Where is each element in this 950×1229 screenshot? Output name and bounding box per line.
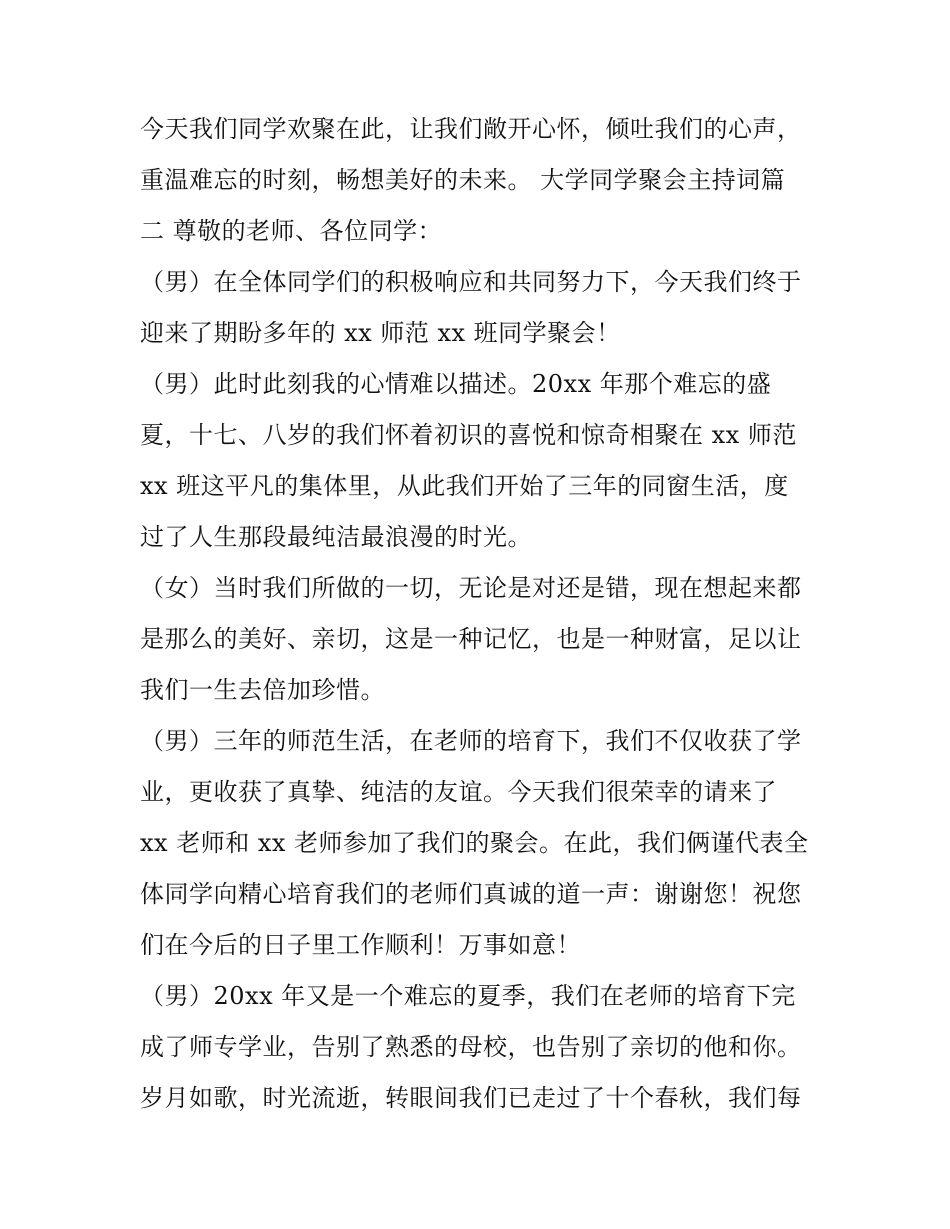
text-line: 重温难忘的时刻，畅想美好的未来。 大学同学聚会主持词篇 — [140, 166, 786, 194]
text-line: xx 老师和 xx 老师参加了我们的聚会。在此，我们俩谨代表全 — [140, 829, 809, 857]
text-line: 二 尊敬的老师、各位同学： — [140, 217, 443, 245]
text-line: （男）20xx 年又是一个难忘的夏季，我们在老师的培育下完 — [140, 982, 796, 1010]
text-line: （男）在全体同学们的积极响应和共同努力下，今天我们终于 — [140, 268, 802, 296]
text-line: 业，更收获了真挚、纯洁的友谊。今天我们很荣幸的请来了 — [140, 778, 777, 806]
text-line: 我们一生去倍加珍惜。 — [140, 676, 385, 704]
text-line: 成了师专学业，告别了熟悉的母校，也告别了亲切的他和你。 — [140, 1033, 802, 1061]
text-line: （男）三年的师范生活，在老师的培育下，我们不仅收获了学 — [140, 727, 802, 755]
text-line: 夏，十七、八岁的我们怀着初识的喜悦和惊奇相聚在 xx 师范 — [140, 421, 797, 449]
text-line: （女）当时我们所做的一切，无论是对还是错，现在想起来都 — [140, 574, 802, 602]
text-line: 今天我们同学欢聚在此，让我们敞开心怀，倾吐我们的心声， — [140, 115, 802, 143]
text-line: xx 班这平凡的集体里，从此我们开始了三年的同窗生活，度 — [140, 472, 789, 500]
text-line: 迎来了期盼多年的 xx 师范 xx 班同学聚会！ — [140, 319, 621, 347]
text-line: 体同学向精心培育我们的老师们真诚的道一声：谢谢您！祝您 — [140, 880, 802, 908]
text-line: （男）此时此刻我的心情难以描述。20xx 年那个难忘的盛 — [140, 370, 772, 398]
text-line: 过了人生那段最纯洁最浪漫的时光。 — [140, 523, 532, 551]
document-body — [140, 104, 830, 1124]
text-line: 岁月如歌，时光流逝，转眼间我们已走过了十个春秋，我们每 — [140, 1084, 802, 1112]
text-line: 是那么的美好、亲切，这是一种记忆，也是一种财富，足以让 — [140, 625, 802, 653]
text-line: 们在今后的日子里工作顺利！万事如意！ — [140, 931, 581, 959]
